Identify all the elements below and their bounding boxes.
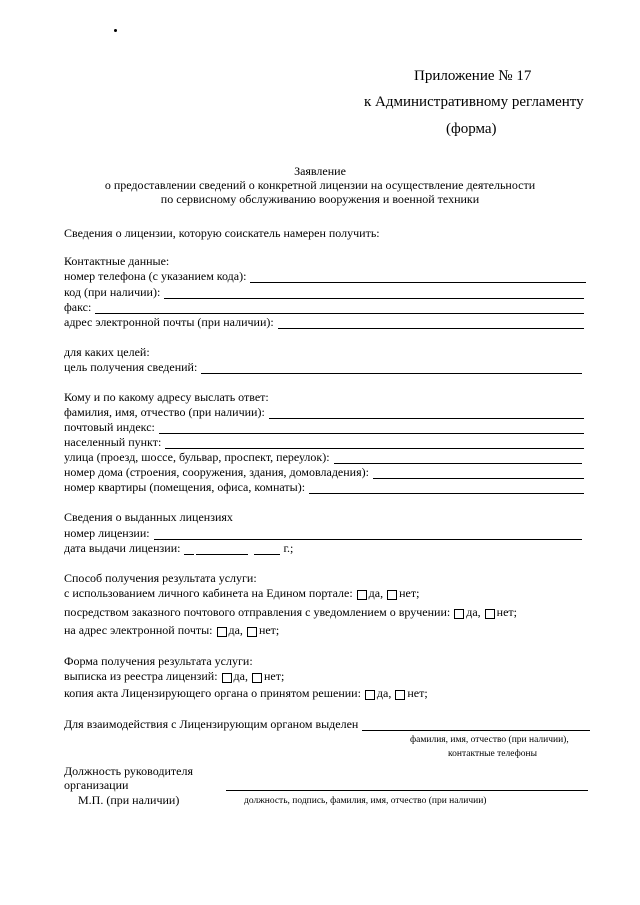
code-field[interactable] xyxy=(64,285,584,299)
interaction-line[interactable] xyxy=(362,719,590,731)
issue-day-line[interactable] xyxy=(184,543,194,555)
method-mail-no-checkbox[interactable] xyxy=(485,609,495,619)
code-label: код (при наличии): xyxy=(64,285,161,299)
house-line[interactable] xyxy=(373,467,584,479)
method-email-no-label: нет; xyxy=(258,623,280,637)
flat-label: номер квартиры (помещения, офиса, комнаты): xyxy=(64,480,306,494)
method-portal-label: с использованием личного кабинета на Едином портале: xyxy=(64,586,353,600)
email-line[interactable] xyxy=(278,317,584,329)
postcode-line[interactable] xyxy=(159,422,584,434)
reply-heading: Кому и по какому адресу выслать ответ: xyxy=(64,390,269,404)
settlement-label: населенный пункт: xyxy=(64,435,162,449)
interaction-label: Для взаимодействия с Лицензирующим органом выделен xyxy=(64,717,359,731)
regulation-reference: к Административному регламенту xyxy=(364,94,584,110)
street-label: улица (проезд, шоссе, бульвар, проспект, переулок): xyxy=(64,450,330,464)
flat-line[interactable] xyxy=(309,482,584,494)
result-copy-yes-label: да, xyxy=(376,686,392,700)
method-mail-option xyxy=(64,605,517,619)
method-mail-yes-checkbox[interactable] xyxy=(454,609,464,619)
method-email-no-checkbox[interactable] xyxy=(247,627,257,637)
issue-month-line[interactable] xyxy=(196,543,248,555)
result-extract-yes-checkbox[interactable] xyxy=(222,673,232,683)
settlement-line[interactable] xyxy=(165,437,584,449)
method-mail-no-label: нет; xyxy=(496,605,517,619)
goal-label: цель получения сведений: xyxy=(64,360,198,374)
contacts-heading: Контактные данные: xyxy=(64,254,170,268)
issued-heading: Сведения о выданных лицензиях xyxy=(64,510,233,524)
method-email-yes-label: да, xyxy=(228,623,243,637)
result-extract-no-label: нет; xyxy=(263,669,285,683)
result-copy-no-checkbox[interactable] xyxy=(395,690,405,700)
method-email-label: на адрес электронной почты: xyxy=(64,623,213,637)
interaction-hint-fio: фамилия, имя, отчество (при наличии), xyxy=(410,735,569,745)
signature-hint: должность, подпись, фамилия, имя, отчество (при наличии) xyxy=(244,796,487,806)
fio-line[interactable] xyxy=(269,407,584,419)
goal-line[interactable] xyxy=(201,362,582,374)
form-label: (форма) xyxy=(446,121,497,137)
result-extract-option xyxy=(64,669,284,683)
method-mail-label: посредством заказного почтового отправления с уведомлением о вручении: xyxy=(64,605,451,619)
issue-date-field[interactable] xyxy=(64,541,293,555)
document-subtitle-line2: по сервисному обслуживанию вооружения и военной техники xyxy=(160,192,480,206)
phone-line[interactable] xyxy=(250,271,586,283)
result-form-heading: Форма получения результата услуги: xyxy=(64,654,253,668)
phone-field[interactable] xyxy=(64,269,586,283)
method-portal-option xyxy=(64,586,419,600)
method-email-option xyxy=(64,623,279,637)
phone-label: номер телефона (с указанием кода): xyxy=(64,269,247,283)
interaction-hint-phones: контактные телефоны xyxy=(448,749,537,759)
flat-field[interactable] xyxy=(64,480,584,494)
method-portal-no-label: нет; xyxy=(399,586,420,600)
issue-year-suffix: г.; xyxy=(283,541,294,555)
issue-year-line[interactable] xyxy=(254,543,280,555)
signature-position-line1: Должность руководителя xyxy=(64,764,193,778)
interaction-field[interactable] xyxy=(64,717,590,731)
postcode-field[interactable] xyxy=(64,420,584,434)
result-copy-label: копия акта Лицензирующего органа о принятом решении: xyxy=(64,686,361,700)
email-field[interactable] xyxy=(64,315,584,329)
goal-field[interactable] xyxy=(64,360,582,374)
fio-field[interactable] xyxy=(64,405,584,419)
method-email-yes-checkbox[interactable] xyxy=(217,627,227,637)
house-field[interactable] xyxy=(64,465,584,479)
license-number-label: номер лицензии: xyxy=(64,526,150,540)
result-copy-no-label: нет; xyxy=(407,686,428,700)
appendix-number: Приложение № 17 xyxy=(414,68,532,84)
issue-date-label: дата выдачи лицензии: xyxy=(64,541,181,555)
house-label: номер дома (строения, сооружения, здания, домовладения): xyxy=(64,465,369,479)
settlement-field[interactable] xyxy=(64,435,584,449)
signature-position-line2: организации xyxy=(64,778,129,792)
result-extract-yes-label: да, xyxy=(233,669,248,683)
document-title: Заявление xyxy=(294,164,346,178)
fio-label: фамилия, имя, отчество (при наличии): xyxy=(64,405,265,419)
stamp-label: М.П. (при наличии) xyxy=(78,793,180,807)
email-label: адрес электронной почты (при наличии): xyxy=(64,315,274,329)
result-extract-no-checkbox[interactable] xyxy=(252,673,262,683)
method-heading: Способ получения результата услуги: xyxy=(64,571,257,585)
street-field[interactable] xyxy=(64,450,582,464)
result-copy-yes-checkbox[interactable] xyxy=(365,690,375,700)
fax-line[interactable] xyxy=(95,302,584,314)
method-portal-yes-checkbox[interactable] xyxy=(357,590,367,600)
code-line[interactable] xyxy=(164,287,584,299)
license-intro: Сведения о лицензии, которую соискатель намерен получить: xyxy=(64,226,380,240)
purpose-heading: для каких целей: xyxy=(64,345,150,359)
license-number-line[interactable] xyxy=(154,528,582,540)
method-portal-yes-label: да, xyxy=(368,586,384,600)
fax-label: факс: xyxy=(64,300,92,314)
method-portal-no-checkbox[interactable] xyxy=(387,590,397,600)
result-extract-label: выписка из реестра лицензий: xyxy=(64,669,218,683)
license-number-field[interactable] xyxy=(64,526,582,540)
scan-dot xyxy=(114,29,117,32)
fax-field[interactable] xyxy=(64,300,584,314)
method-mail-yes-label: да, xyxy=(466,605,481,619)
document-subtitle-line1: о предоставлении сведений о конкретной лицензии на осуществление деятельности xyxy=(104,178,536,192)
signature-line[interactable] xyxy=(226,790,588,791)
result-copy-option xyxy=(64,686,428,700)
street-line[interactable] xyxy=(334,452,582,464)
postcode-label: почтовый индекс: xyxy=(64,420,155,434)
